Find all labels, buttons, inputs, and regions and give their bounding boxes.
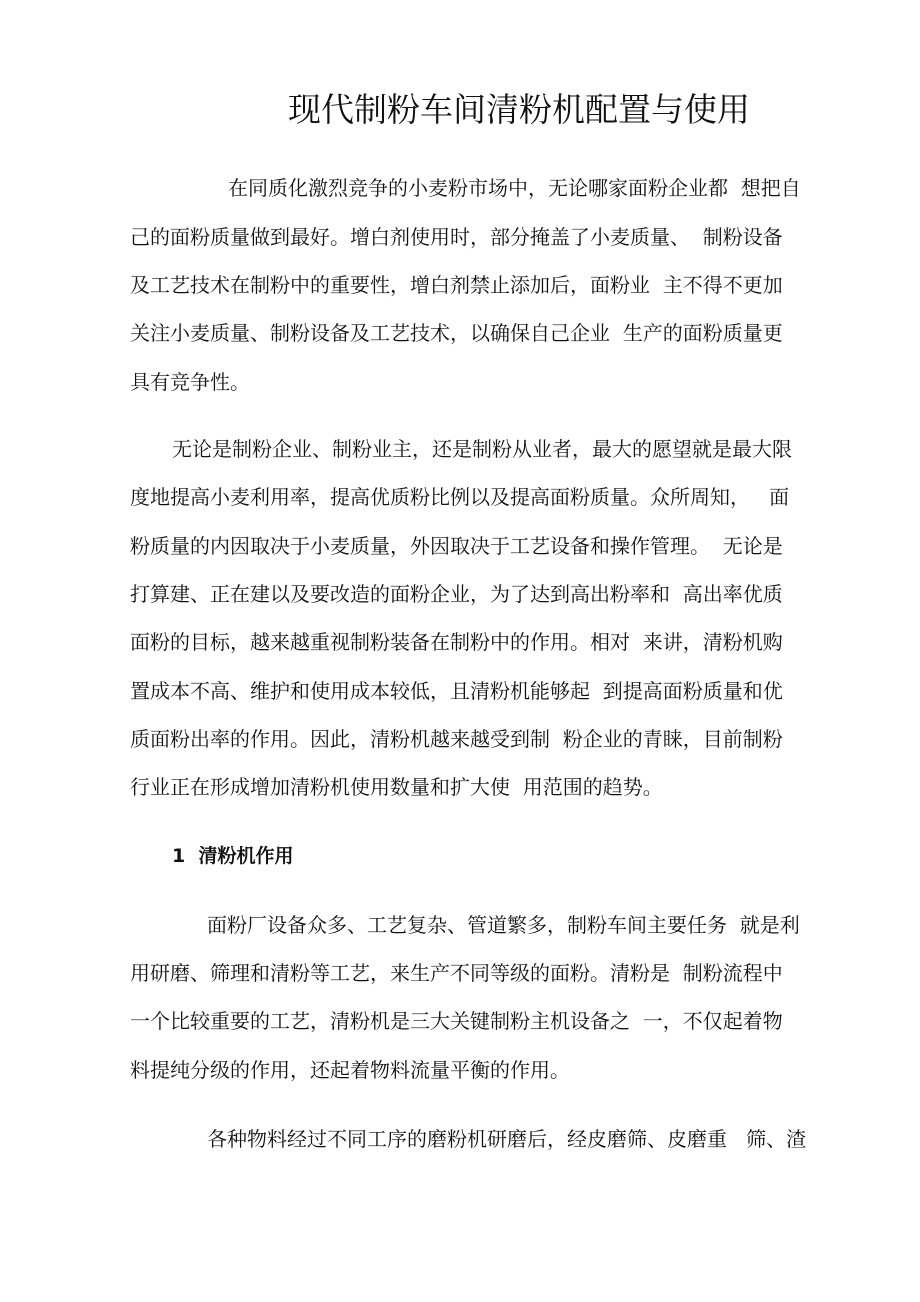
text-line: 及工艺技术在制粉中的重要性，增白剂禁止添加后，面粉业 主不得不更加 <box>130 273 783 297</box>
text-line: 置成本不高、维护和使用成本较低，且清粉机能够起 到提高面粉质量和优 <box>130 679 783 703</box>
text-line: 具有竞争性。 <box>130 370 250 394</box>
document-title: 现代制粉车间清粉机配置与使用 <box>288 90 750 129</box>
text-line: 无论是制粉企业、制粉业主，还是制粉从业者，最大的愿望就是最大限 <box>172 437 792 461</box>
text-line: 一个比较重要的工艺，清粉机是三大关键制粉主机设备之 一，不仅起着物 <box>130 1009 783 1033</box>
text-line: 关注小麦质量、制粉设备及工艺技术，以确保自己企业 生产的面粉质量更 <box>130 321 783 345</box>
text-line: 面粉的目标，越来越重视制粉装备在制粉中的作用。相对 来讲，清粉机购 <box>130 630 783 654</box>
section-heading: 1 清粉机作用 <box>172 845 294 867</box>
text-line: 面粉厂设备众多、工艺复杂、管道繁多，制粉车间主要任务 就是利 <box>207 913 800 937</box>
text-line: 在同质化激烈竞争的小麦粉市场中，无论哪家面粉企业都 想把自 <box>228 176 801 200</box>
text-line: 各种物料经过不同工序的磨粉机研磨后，经皮磨筛、皮磨重 筛、渣 <box>207 1127 807 1151</box>
text-line: 度地提高小麦利用率，提高优质粉比例以及提高面粉质量。众所周知， 面 <box>130 485 790 509</box>
text-line: 打算建、正在建以及要改造的面粉企业，为了达到高出粉率和 高出率优质 <box>130 582 783 606</box>
text-line: 质面粉出率的作用。因此，清粉机越来越受到制 粉企业的青睐，目前制粉 <box>130 727 783 751</box>
text-line: 粉质量的内因取决于小麦质量，外因取决于工艺设备和操作管理。 无论是 <box>130 534 783 558</box>
text-line: 己的面粉质量做到最好。增白剂使用时，部分掩盖了小麦质量、 制粉设备 <box>130 225 783 249</box>
text-line: 行业正在形成增加清粉机使用数量和扩大使 用范围的趋势。 <box>130 775 663 799</box>
text-line: 料提纯分级的作用，还起着物料流量平衡的作用。 <box>130 1058 570 1082</box>
text-line: 用研磨、筛理和清粉等工艺，来生产不同等级的面粉。清粉是 制粉流程中 <box>130 961 783 985</box>
